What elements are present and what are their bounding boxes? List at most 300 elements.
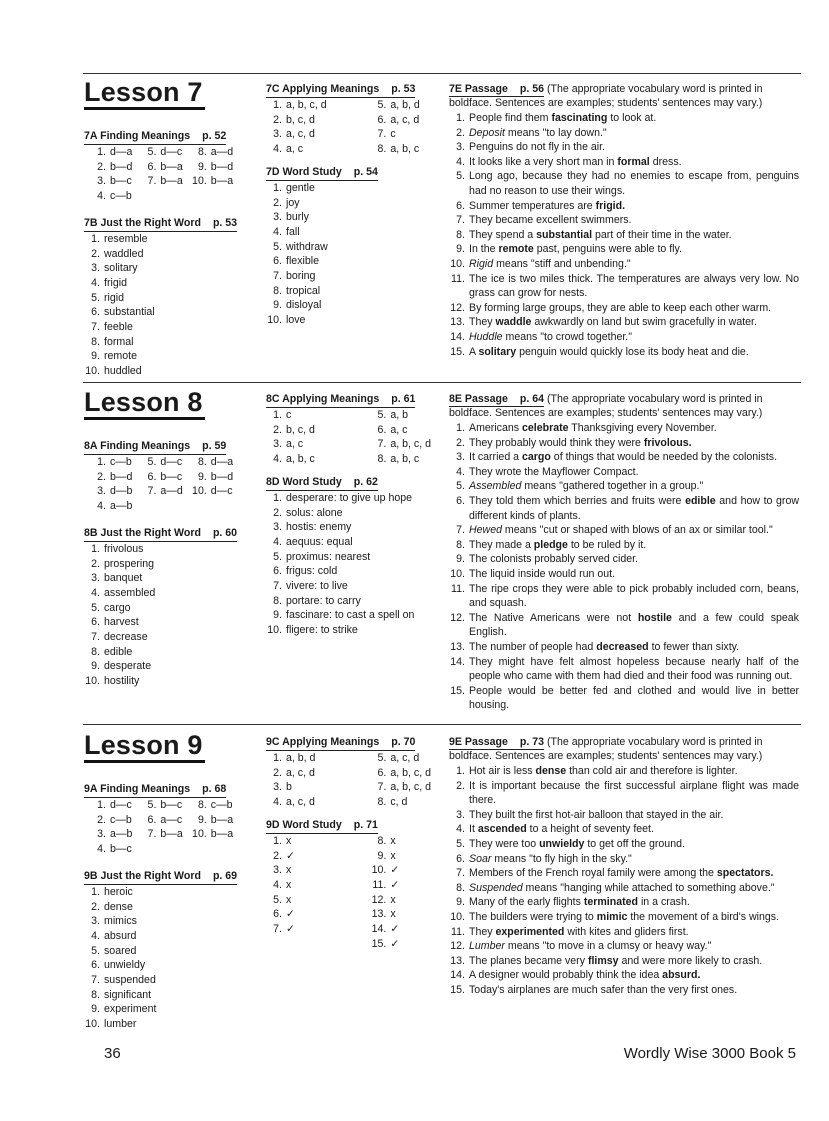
item-number: 8. bbox=[456, 228, 465, 241]
item-number: 11. bbox=[372, 878, 387, 891]
vocabulary-word: cargo bbox=[522, 451, 551, 464]
answer-text bbox=[469, 822, 799, 837]
answer-item bbox=[191, 160, 233, 175]
vocabulary-word: solitary bbox=[478, 345, 517, 358]
item-answer: b—c bbox=[160, 470, 183, 483]
answer-column bbox=[140, 455, 182, 514]
answer-item bbox=[84, 615, 244, 630]
text-segment: It bbox=[469, 823, 478, 836]
text-segment: to be ruled by it. bbox=[567, 538, 647, 551]
item-number: 3. bbox=[273, 438, 282, 451]
item-number: 7. bbox=[147, 485, 157, 498]
text-segment: Today's airplanes are much safer than the very first ones. bbox=[469, 983, 738, 996]
text-segment: They built the first hot-air balloon that stayed in the air. bbox=[469, 808, 724, 821]
lesson-title: Lesson 8 bbox=[84, 387, 205, 420]
item-number: 10. bbox=[85, 365, 100, 378]
answer-text bbox=[469, 954, 799, 969]
answer-item bbox=[84, 973, 244, 988]
item-number: 1. bbox=[456, 765, 465, 777]
answer-item bbox=[84, 247, 244, 262]
divider-rule bbox=[83, 724, 801, 725]
answer-text bbox=[469, 808, 799, 823]
answer-item bbox=[84, 557, 244, 572]
item-number: 2. bbox=[273, 196, 282, 209]
passage-answer bbox=[449, 567, 799, 582]
answer-column bbox=[90, 455, 132, 514]
answer-text bbox=[469, 140, 799, 155]
vocabulary-word: celebrate bbox=[521, 422, 569, 434]
item-answer: b—c bbox=[110, 175, 132, 188]
item-number: 7. bbox=[273, 270, 282, 283]
passage-intro bbox=[449, 83, 799, 110]
answer-item bbox=[191, 145, 233, 160]
item-number: 8. bbox=[273, 284, 282, 297]
item-answer: a, c, d bbox=[390, 113, 420, 126]
item-number: 13. bbox=[450, 316, 465, 329]
item-number: 6. bbox=[147, 160, 157, 173]
vocabulary-word: experimented bbox=[495, 925, 565, 938]
passage-answer bbox=[449, 242, 799, 257]
passage-answer bbox=[449, 852, 799, 867]
passage-answer bbox=[449, 822, 799, 837]
answer-item bbox=[266, 834, 370, 849]
item-number: 3. bbox=[91, 572, 100, 585]
item-number: 6. bbox=[91, 306, 100, 319]
answer-item bbox=[84, 944, 244, 959]
item-answer: b—d bbox=[110, 160, 133, 173]
text-segment: means "to fly high in the sky." bbox=[491, 852, 632, 865]
answer-item bbox=[84, 571, 244, 586]
text-segment: to look at. bbox=[607, 112, 657, 124]
section-heading bbox=[266, 83, 415, 98]
text-segment: They probably would think they were bbox=[469, 436, 644, 449]
passage-answer bbox=[449, 881, 799, 896]
item-number: 8. bbox=[197, 146, 207, 158]
text-segment: The Native Americans were not bbox=[469, 611, 638, 624]
answer-column bbox=[266, 491, 415, 638]
section-heading bbox=[449, 736, 544, 750]
heading-label: 8E Passage bbox=[449, 393, 508, 405]
heading-page: p. 68 bbox=[202, 783, 227, 795]
item-number: 3. bbox=[273, 211, 282, 224]
item-answer: b—a bbox=[160, 828, 183, 841]
text-segment: awkwardly on land but swim gracefully in water. bbox=[531, 316, 757, 329]
passage-answer bbox=[449, 126, 799, 141]
text-segment: They made a bbox=[469, 538, 534, 551]
heading-label: 9E Passage bbox=[449, 736, 508, 748]
item-number: 6. bbox=[273, 565, 282, 578]
answer-text bbox=[469, 538, 799, 553]
item-number: 8. bbox=[273, 594, 282, 607]
answer-item bbox=[140, 160, 182, 175]
answer-item bbox=[266, 878, 370, 893]
item-answer: a, b, c, d bbox=[390, 781, 431, 794]
answer-text bbox=[469, 523, 799, 538]
item-number: 9. bbox=[273, 609, 282, 622]
answer-item bbox=[140, 174, 182, 189]
answer-item bbox=[84, 291, 244, 306]
item-answer: a, b, d bbox=[390, 99, 420, 111]
text-segment: Members of the French royal family were among the bbox=[469, 867, 717, 880]
item-number: 7. bbox=[377, 438, 387, 451]
passage-answer bbox=[449, 257, 799, 272]
item-answer: b—d bbox=[110, 470, 133, 483]
item-number: 7. bbox=[456, 524, 465, 537]
word-list bbox=[84, 232, 244, 379]
text-segment: in a crash. bbox=[638, 896, 690, 909]
item-answer: b—a bbox=[160, 160, 183, 173]
passage-answer bbox=[449, 582, 799, 611]
text-segment: The colonists probably served cider. bbox=[469, 553, 638, 566]
passage-answer bbox=[449, 910, 799, 925]
item-number: 6. bbox=[456, 494, 465, 507]
item-number: 10. bbox=[192, 485, 207, 498]
text-segment: A designer would probably think the idea bbox=[469, 969, 663, 982]
passage-answer bbox=[449, 494, 799, 523]
text-segment: part of their time in the water. bbox=[592, 228, 732, 241]
answer-item bbox=[266, 452, 370, 467]
heading-label: 8D Word Study bbox=[266, 475, 342, 488]
answer-text bbox=[469, 421, 799, 436]
heading-label: 7C Applying Meanings bbox=[266, 83, 380, 95]
answer-item bbox=[84, 645, 244, 660]
answer-column bbox=[370, 98, 438, 157]
passage-note: (The appropriate vocabulary word is printed in boldface. Sentences are examples; students' sentences may vary.) bbox=[449, 393, 763, 419]
item-answer: x bbox=[390, 849, 396, 862]
text-segment: The ice is two miles thick. The temperatures are always very low. No grass can grow for nests. bbox=[469, 272, 799, 300]
item-answer: a—b bbox=[110, 500, 133, 513]
answer-item bbox=[370, 795, 438, 810]
italic-word: Lumber bbox=[469, 940, 505, 953]
item-number: 15. bbox=[371, 937, 387, 950]
heading-page: p. 61 bbox=[391, 393, 416, 405]
item-answer: hostis: enemy bbox=[286, 521, 352, 534]
vocabulary-word: waddle bbox=[495, 316, 532, 329]
answer-column bbox=[266, 751, 370, 810]
answer-item bbox=[191, 455, 233, 470]
divider-rule bbox=[83, 382, 801, 383]
text-segment: They spend a bbox=[469, 228, 537, 241]
text-segment: dress. bbox=[649, 155, 682, 168]
vocabulary-word: terminated bbox=[583, 896, 638, 909]
lesson-title: Lesson 7 bbox=[84, 77, 205, 110]
section-heading bbox=[449, 83, 544, 97]
answer-text bbox=[469, 494, 799, 523]
heading-page: p. 73 bbox=[519, 736, 545, 748]
item-number: 2. bbox=[97, 470, 106, 483]
item-answer: a, b, c bbox=[390, 143, 420, 156]
item-number: 12. bbox=[371, 893, 387, 906]
answer-text bbox=[469, 655, 799, 684]
answer-text bbox=[469, 257, 799, 272]
item-answer: prospering bbox=[104, 557, 155, 570]
item-number: 3. bbox=[456, 808, 465, 821]
item-number: 5. bbox=[377, 99, 387, 111]
item-number: 3. bbox=[273, 521, 282, 534]
heading-label: 9D Word Study bbox=[266, 818, 342, 831]
lesson-column-1 bbox=[84, 77, 244, 379]
item-number: 5. bbox=[456, 480, 465, 493]
item-answer: ✓ bbox=[390, 878, 400, 891]
answer-text bbox=[469, 866, 799, 881]
text-segment: It carried a bbox=[469, 451, 522, 464]
answer-item bbox=[84, 659, 244, 674]
item-answer: desperate bbox=[104, 660, 152, 673]
lesson-title: Lesson 9 bbox=[84, 730, 205, 763]
item-number: 3. bbox=[456, 451, 465, 464]
item-number: 8. bbox=[377, 834, 387, 847]
item-answer: dense bbox=[104, 900, 133, 913]
item-number: 1. bbox=[91, 885, 100, 898]
item-number: 4. bbox=[97, 190, 106, 203]
item-number: 1. bbox=[273, 834, 282, 847]
item-answer: b—a bbox=[210, 175, 234, 188]
item-answer: d—c bbox=[160, 146, 183, 158]
item-answer: fall bbox=[286, 225, 300, 238]
item-number: 10. bbox=[85, 1018, 100, 1031]
item-number: 10. bbox=[192, 175, 207, 188]
answer-item bbox=[90, 174, 132, 189]
answer-column bbox=[266, 181, 374, 328]
item-number: 4. bbox=[273, 143, 282, 156]
text-segment: Long ago, because they had no enemies to escape from, penguins had no reason to use their wings. bbox=[469, 170, 799, 197]
text-segment: of things that would be needed by the colonists. bbox=[550, 451, 778, 464]
text-segment: the movement of a bird's wings. bbox=[627, 910, 779, 923]
answer-item bbox=[370, 408, 438, 423]
answer-column bbox=[90, 798, 132, 857]
answer-item bbox=[84, 276, 244, 291]
answer-item bbox=[266, 922, 370, 937]
item-answer: experiment bbox=[104, 1003, 157, 1016]
answer-item bbox=[84, 1002, 244, 1017]
item-answer: ✓ bbox=[286, 849, 295, 862]
text-segment: The ripe crops they were able to pick probably included corn, beans, and squash. bbox=[469, 582, 799, 610]
text-segment: means "cut or shaped with blows of an ax or similar tool." bbox=[501, 524, 773, 537]
passage-answer bbox=[449, 538, 799, 553]
item-answer: c—b bbox=[210, 799, 233, 811]
answer-item bbox=[140, 484, 182, 499]
item-answer: love bbox=[286, 314, 306, 327]
item-number: 9. bbox=[197, 813, 207, 826]
answer-item bbox=[90, 470, 132, 485]
text-segment: The liquid inside would run out. bbox=[469, 567, 616, 580]
item-answer: solitary bbox=[104, 262, 138, 275]
answer-text bbox=[469, 315, 799, 330]
text-segment: past, penguins were able to fly. bbox=[533, 243, 682, 256]
answer-item bbox=[266, 623, 374, 638]
answer-column bbox=[370, 751, 438, 810]
item-number: 15. bbox=[450, 345, 465, 358]
item-answer: desperare: to give up hope bbox=[286, 491, 413, 504]
item-number: 4. bbox=[273, 535, 282, 548]
item-answer: decrease bbox=[104, 631, 148, 644]
item-answer: x bbox=[390, 834, 396, 847]
text-segment: means "stiff and unbending." bbox=[493, 257, 631, 270]
text-segment: to fewer than sixty. bbox=[648, 640, 740, 653]
section-heading bbox=[84, 870, 237, 885]
item-number: 5. bbox=[273, 893, 282, 906]
passage-answer bbox=[449, 213, 799, 228]
item-number: 9. bbox=[456, 553, 465, 566]
answer-item bbox=[370, 127, 438, 142]
answer-text bbox=[469, 939, 799, 954]
item-number: 11. bbox=[451, 272, 465, 285]
passage-answer bbox=[449, 315, 799, 330]
section-b bbox=[84, 527, 244, 689]
heading-page: p. 62 bbox=[353, 475, 378, 488]
item-number: 5. bbox=[456, 837, 465, 850]
item-number: 12. bbox=[450, 301, 465, 314]
item-number: 5. bbox=[456, 170, 465, 183]
item-number: 15. bbox=[450, 983, 465, 996]
item-answer: a, b, d bbox=[286, 752, 316, 764]
answer-column bbox=[191, 145, 233, 204]
item-number: 10. bbox=[267, 624, 282, 637]
answer-item bbox=[84, 630, 244, 645]
item-number: 3. bbox=[97, 175, 106, 188]
answer-item bbox=[370, 863, 438, 878]
item-answer: ✓ bbox=[286, 908, 295, 921]
item-number: 10. bbox=[192, 828, 207, 841]
item-number: 12. bbox=[450, 611, 465, 624]
text-segment: Americans bbox=[469, 422, 522, 434]
answer-text bbox=[469, 169, 799, 198]
item-number: 5. bbox=[91, 601, 100, 614]
item-answer: x bbox=[390, 893, 396, 906]
item-number: 6. bbox=[273, 908, 282, 921]
item-number: 4. bbox=[273, 453, 282, 466]
answer-item bbox=[370, 113, 438, 128]
item-number: 2. bbox=[273, 849, 282, 862]
answer-item bbox=[191, 470, 233, 485]
answer-item bbox=[266, 780, 370, 795]
item-answer: d—b bbox=[110, 485, 133, 498]
item-answer: frigus: cold bbox=[286, 565, 338, 578]
item-number: 5. bbox=[377, 409, 387, 421]
answer-item bbox=[370, 437, 438, 452]
heading-page: p. 71 bbox=[353, 818, 378, 831]
answer-item bbox=[90, 484, 132, 499]
answer-column bbox=[140, 798, 182, 857]
answer-item bbox=[266, 437, 370, 452]
item-number: 8. bbox=[91, 645, 100, 658]
item-answer: formal bbox=[104, 335, 134, 348]
item-answer: waddled bbox=[104, 247, 144, 260]
answer-item bbox=[370, 780, 438, 795]
item-answer: ✓ bbox=[390, 923, 400, 936]
answer-text bbox=[469, 983, 799, 998]
answer-column bbox=[266, 98, 370, 157]
answer-text bbox=[469, 228, 799, 243]
answer-item bbox=[266, 298, 374, 313]
item-answer: heroic bbox=[104, 885, 133, 898]
answer-column bbox=[370, 834, 438, 952]
answer-item bbox=[84, 914, 244, 929]
item-number: 9. bbox=[91, 1003, 100, 1016]
item-answer: c, d bbox=[390, 796, 408, 809]
item-number: 1. bbox=[91, 232, 100, 245]
text-segment: They bbox=[469, 925, 496, 938]
vocabulary-word: hostile bbox=[637, 611, 672, 624]
item-number: 7. bbox=[456, 214, 465, 227]
item-answer: unwieldy bbox=[104, 959, 146, 972]
answer-item bbox=[266, 313, 374, 328]
answer-item bbox=[370, 878, 438, 893]
item-number: 13. bbox=[371, 908, 387, 921]
answer-text bbox=[469, 837, 799, 852]
item-number: 5. bbox=[273, 550, 282, 563]
item-number: 9. bbox=[273, 299, 282, 312]
answer-item bbox=[266, 863, 370, 878]
text-segment: It looks like a very short man in bbox=[469, 155, 618, 168]
item-number: 9. bbox=[197, 160, 207, 173]
item-answer: lumber bbox=[104, 1018, 137, 1031]
item-number: 13. bbox=[450, 954, 465, 967]
heading-page: p. 60 bbox=[212, 526, 238, 539]
passage-answer bbox=[449, 611, 799, 640]
passage-note: (The appropriate vocabulary word is printed in boldface. Sentences are examples; students' sentences may vary.) bbox=[449, 736, 763, 762]
answer-item bbox=[266, 127, 370, 142]
vocabulary-word: formal bbox=[617, 155, 650, 168]
lesson-column-3 bbox=[449, 83, 799, 359]
answer-text bbox=[469, 479, 799, 494]
passage-answer bbox=[449, 640, 799, 655]
italic-word: Assembled bbox=[469, 480, 522, 493]
item-number: 8. bbox=[456, 881, 465, 894]
item-number: 4. bbox=[91, 929, 100, 942]
vocabulary-word: absurd. bbox=[662, 969, 701, 982]
passage-answer bbox=[449, 155, 799, 170]
item-number: 9. bbox=[197, 470, 207, 483]
item-answer: a—d bbox=[160, 485, 183, 498]
lesson-column-3 bbox=[449, 393, 799, 713]
answer-item bbox=[370, 907, 438, 922]
answer-text bbox=[469, 881, 799, 896]
answer-item bbox=[266, 795, 370, 810]
vocabulary-word: mimic bbox=[596, 910, 628, 923]
passage-answer bbox=[449, 968, 799, 983]
answer-item bbox=[140, 827, 182, 842]
item-answer: b—d bbox=[210, 470, 234, 483]
text-segment: They wrote the Mayflower Compact. bbox=[469, 465, 639, 478]
answer-grid bbox=[266, 408, 438, 467]
item-number: 1. bbox=[273, 491, 282, 504]
text-segment: It is important because the first successful airplane flight was made there. bbox=[469, 779, 799, 807]
answer-item bbox=[266, 520, 374, 535]
item-answer: a, b, c bbox=[390, 453, 420, 466]
word-list bbox=[84, 542, 244, 689]
item-number: 4. bbox=[91, 586, 100, 599]
item-answer: c bbox=[286, 409, 292, 421]
passage-answer bbox=[449, 421, 799, 436]
item-number: 8. bbox=[197, 456, 207, 468]
item-answer: b—a bbox=[210, 828, 234, 841]
page-number: 36 bbox=[104, 1045, 121, 1062]
answer-grid bbox=[84, 798, 244, 857]
section-d bbox=[266, 476, 438, 638]
item-number: 5. bbox=[377, 752, 387, 764]
item-number: 7. bbox=[147, 828, 157, 841]
passage-answer bbox=[449, 983, 799, 998]
item-number: 1. bbox=[273, 752, 282, 764]
answer-item bbox=[84, 542, 244, 557]
section-heading bbox=[266, 819, 378, 834]
item-answer: c bbox=[390, 128, 396, 141]
answer-item bbox=[140, 470, 182, 485]
item-number: 4. bbox=[273, 225, 282, 238]
section-a bbox=[84, 420, 244, 514]
item-number: 3. bbox=[97, 485, 106, 498]
